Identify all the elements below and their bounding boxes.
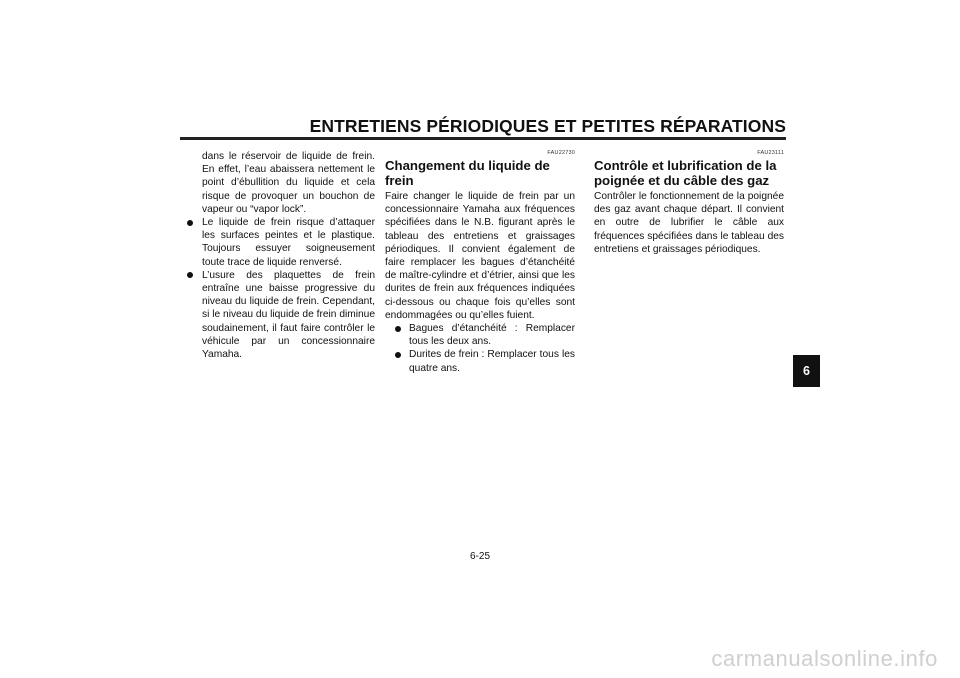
header-divider — [180, 137, 786, 140]
section-heading: Contrôle et lubrification de la poignée et du câble des gaz — [594, 158, 777, 188]
bullet-icon — [395, 326, 401, 332]
list-item — [185, 269, 375, 361]
column-3 — [594, 150, 784, 256]
reference-code: FAU22730 — [547, 150, 575, 156]
watermark: carmanualsonline.info — [711, 646, 938, 671]
bullet-icon — [187, 220, 193, 226]
list-item — [385, 348, 575, 374]
section-heading: Changement du liquide de frein — [385, 158, 550, 188]
bullet-text: Bagues d’étanchéité : Remplacer tous les deux ans. — [409, 323, 575, 348]
bullet-text: L’usure des plaquettes de frein entraîne une baisse progressive du niveau du liquide de frein. Cependant, si le niveau du liquide de frein diminue soudainement, il faut faire contrôler le véhicule par un concessionnaire Yamaha. — [202, 269, 375, 361]
section-body: Contrôler le fonctionnement de la poignée des gaz avant chaque départ. Il convient en outre de lubrifier le câble aux fréquences spécifiées dans le tableau des entretiens et graissages périodiques. — [594, 191, 784, 255]
bullet-icon — [395, 352, 401, 358]
section-body: Faire changer le liquide de frein par un concessionnaire Yamaha aux fréquences spécifiées dans le N.B. figurant après le tableau des entretiens et graissages périodiques. Il convient également de faire remplacer les bagues d’étanchéité de maître-cylindre et d’étrier, ainsi que les durites de frein aux fréquences indiquées ci-dessous ou chaque fois qu’elles sont endommagées ou qu’elles fuient. — [385, 191, 575, 321]
page-number: 6-25 — [469, 551, 490, 562]
reference-code: FAU23111 — [757, 150, 784, 156]
bullet-icon — [187, 272, 193, 278]
chapter-tab: 6 — [793, 355, 820, 387]
bullet-text: Le liquide de frein risque d’attaquer les surfaces peintes et le plastique. Toujours essuyer soigneusement toute trace de liquide renversé. — [202, 217, 375, 268]
list-item — [385, 322, 575, 348]
column-1 — [185, 150, 375, 361]
continued-paragraph: dans le réservoir de liquide de frein. En effet, l’eau abaissera nettement le point d’ébullition du liquide et cela risque de provoquer un bouchon de vapeur ou “vapor lock”. — [202, 151, 375, 215]
list-item — [185, 216, 375, 269]
column-2 — [385, 150, 575, 375]
bullet-text: Durites de frein : Remplacer tous les quatre ans. — [409, 349, 575, 374]
page-title: ENTRETIENS PÉRIODIQUES ET PETITES RÉPARATIONS — [309, 116, 786, 136]
